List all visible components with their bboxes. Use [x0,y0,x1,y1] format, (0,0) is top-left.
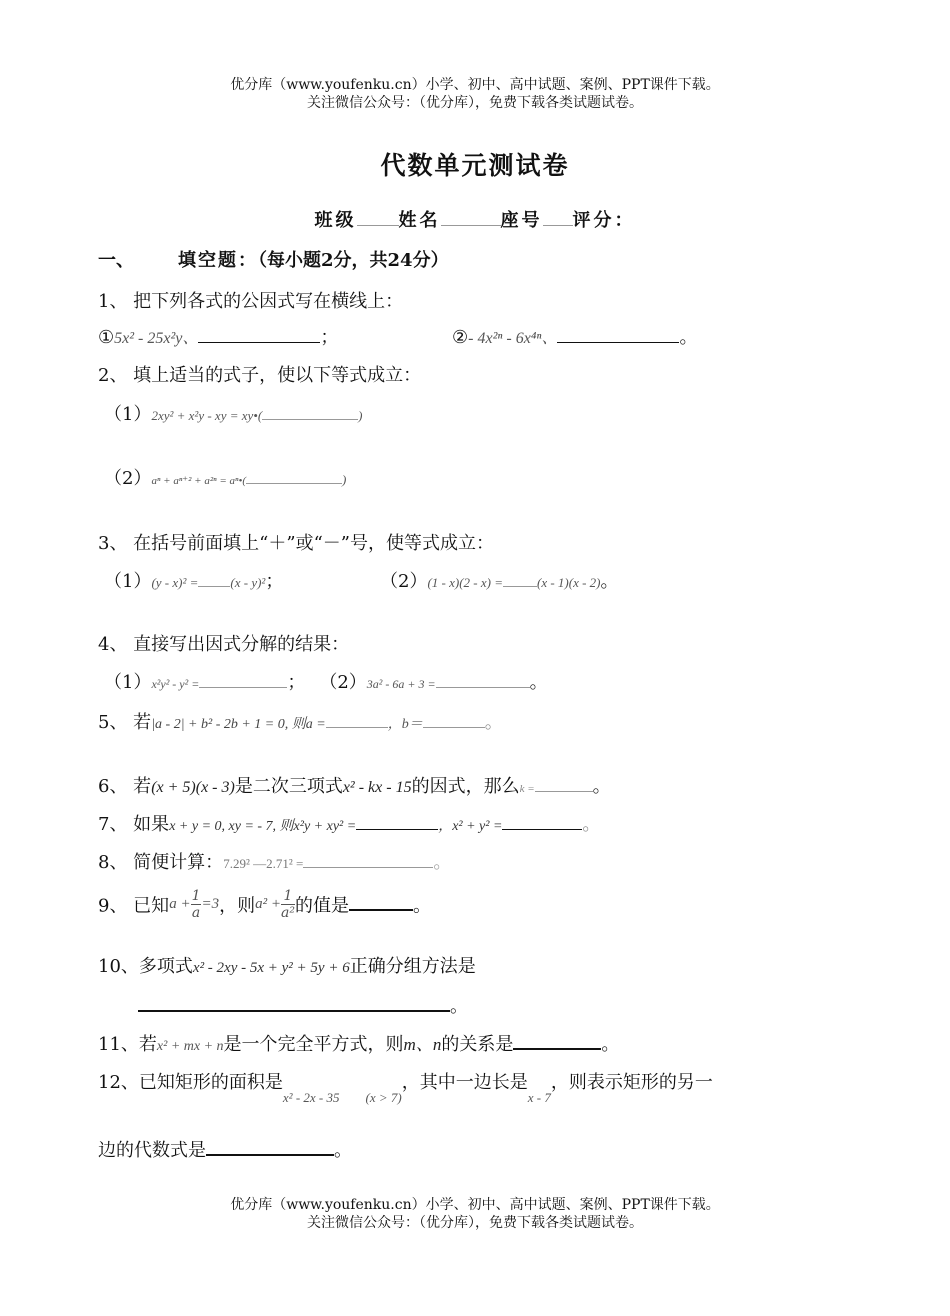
q9-frac2-den: a² [280,905,295,921]
q3-p1-blank[interactable] [198,586,230,587]
question-1-part-b [452,323,697,349]
q3-p2-end: 。 [600,571,619,592]
q9-frac2-num: 1 [281,888,295,905]
q4-p2-label: （2） [319,672,367,693]
q8-blank[interactable] [303,867,433,868]
q12-expr1: x² - 2x - 35 [282,1090,340,1105]
q12-expr2: x - 7 [527,1090,551,1105]
header-line-2: 关注微信公众号：（优分库），免费下载各类试题试卷。 [307,95,643,111]
q3-p1-label: （1） [104,571,152,592]
student-info-line [0,206,950,232]
q1-a-blank[interactable] [198,341,320,343]
q4-p2-blank[interactable] [436,687,530,688]
q9-expr1: a + [169,896,191,912]
q6-expr2: x² - kx - 15 [342,779,412,796]
q3-p2-blank[interactable] [503,586,537,587]
q10-prefix: 10、多项式 [98,956,193,977]
q6-mid2: 的因式，那么 [411,776,520,797]
question-2-text: 2、 填上适当的式子，使以下等式成立： [98,365,422,386]
q10-suffix: 正确分组方法是 [349,956,476,977]
q11-prefix: 11、若 [98,1034,157,1055]
question-9 [98,888,431,921]
q1-b-label: ② [452,327,469,348]
header-line-1: 优分库（www.youfenku.cn）小学、初中、高中试题、案例、PPT课件下载。 [230,77,720,93]
q12-line2: 边的代数式是 [98,1140,206,1161]
q2-p1-expr: 2xy² + x²y - xy = xy•( [151,408,263,423]
q7-a-blank[interactable] [356,828,438,830]
footer-line-1: 优分库（www.youfenku.cn）小学、初中、高中试题、案例、PPT课件下载。 [230,1197,720,1213]
question-10-answer-line [138,992,468,1018]
q1-a-label: ① [98,327,115,348]
seat-blank[interactable] [543,225,573,226]
q4-p1-end: ； [287,672,306,693]
q7-mid: ，x² + y² = [438,819,503,834]
q11-suffix: 的关系是 [441,1034,514,1055]
question-1-text: 1、 把下列各式的公因式写在横线上： [98,291,404,312]
q4-p1-blank[interactable] [199,687,287,688]
question-3-text: 3、 在括号前面填上“＋”或“－”号，使等式成立： [98,533,494,554]
question-3-part-1 [104,567,283,593]
question-12-line-2 [98,1136,352,1162]
q9-blank[interactable] [349,899,413,911]
q4-p1-expr: x²y² - y² = [151,677,200,691]
q9-expr2: a² + [255,896,281,912]
q9-mid2: 的值是 [294,895,349,917]
q3-p1-end: ； [265,571,284,592]
question-6 [98,772,611,798]
q9-mid: ，则 [219,895,256,917]
question-4-parts [104,668,548,694]
page-title: 代数单元测试卷 [380,151,570,180]
footer-line-2: 关注微信公众号：（优分库），免费下载各类试题试卷。 [307,1215,643,1231]
q1-b-end: 。 [679,327,698,348]
q4-p2-expr: 3a² - 6a + 3 = [366,677,436,691]
q2-p1-label: （1） [104,404,152,425]
q1-a-expr: 5x² - 25x²y、 [114,330,199,347]
q9-end: 。 [412,895,431,917]
q5-expr: |a - 2| + b² - 2b + 1 = 0, 则a = [151,717,326,732]
section-name: 填空题： [178,250,258,271]
q3-p1-left: (y - x)² = [151,575,199,590]
q12-end: 。 [334,1140,352,1161]
q2-p2-label: （2） [104,468,152,489]
q12-prefix: 12、已知矩形的面积是 [98,1072,283,1093]
q5-a-blank[interactable] [326,727,388,728]
q2-p1-blank[interactable] [262,419,358,420]
q2-p2-expr: aⁿ + aⁿ⁺² + a²ⁿ = aⁿ•( [151,475,246,487]
question-10 [98,952,476,978]
section-header [98,246,449,272]
class-blank[interactable] [357,225,399,226]
q7-b-blank[interactable] [502,828,582,830]
q6-expr3: k = [519,783,535,795]
name-label: 姓名 [398,210,441,231]
q1-b-blank[interactable] [557,341,679,343]
q9-frac1 [191,888,202,921]
name-blank[interactable] [441,225,501,226]
q7-end: 。 [582,814,601,835]
q5-prefix: 5、 若 [98,712,152,733]
q6-blank[interactable] [535,791,593,792]
q6-end: 。 [592,776,611,797]
question-5 [98,708,503,734]
q1-b-expr: - 4x²ⁿ - 6x⁴ⁿ、 [468,330,558,347]
q7-prefix: 7、 如果 [98,814,170,835]
q6-prefix: 6、 若 [98,776,152,797]
question-11 [98,1030,619,1056]
class-label: 班级 [314,210,357,231]
q2-p2-close: ) [342,472,347,487]
q8-end: 。 [433,852,452,873]
question-3-part-2 [380,567,619,593]
seat-label: 座号 [500,210,543,231]
q10-expr: x² - 2xy - 5x + y² + 5y + 6 [192,960,350,976]
q4-p1-label: （1） [104,672,152,693]
q5-mid: ，b＝ [387,717,423,732]
q3-p2-left: (1 - x)(2 - x) = [427,575,503,590]
q9-frac1-den: a [191,905,201,921]
q12-suffix: ，则表示矩形的另一 [550,1072,713,1093]
q9-expr1b: =3 [201,896,220,912]
q9-frac1-num: 1 [191,888,201,904]
q3-p1-right: (x - y)² [230,575,266,590]
question-1-part-a [98,323,338,349]
question-8 [98,848,451,874]
q10-end: 。 [450,996,468,1017]
q11-expr: x² + mx + n [156,1039,224,1054]
q12-mid: ，其中一边长是 [401,1072,528,1093]
q11-end: 。 [601,1034,620,1055]
section-note: （每小题2分，共24分） [258,250,449,271]
q3-p2-label: （2） [380,571,428,592]
question-2-part-1 [104,400,363,426]
question-7 [98,810,600,836]
q4-p2-end: 。 [529,672,548,693]
q8-expr: 7.29² —2.71² = [223,856,304,871]
q2-p2-blank[interactable] [246,483,342,484]
section-number: 一、 [98,250,134,271]
q3-p2-right: (x - 1)(x - 2) [537,575,601,590]
q6-expr1: (x + 5)(x - 3) [151,779,235,796]
q12-blank[interactable] [206,1140,334,1156]
q9-prefix: 9、 已知 [98,895,170,917]
q6-mid: 是二次三项式 [234,776,343,797]
question-4-text: 4、 直接写出因式分解的结果： [98,634,350,655]
q11-vars: m、n [403,1035,442,1054]
q5-b-blank[interactable] [423,727,485,728]
q1-a-end: ； [320,327,339,348]
q11-mid: 是一个完全平方式，则 [223,1034,404,1055]
q8-prefix: 8、 简便计算： [98,852,224,873]
q7-expr: x + y = 0, xy = - 7, 则x²y + xy² = [169,819,357,834]
q11-blank[interactable] [513,1034,601,1050]
q12-cond: (x > 7) [365,1090,402,1105]
question-2-part-2 [104,464,346,490]
question-12 [98,1068,713,1105]
q5-end: 。 [484,712,503,733]
score-label: 评分： [572,210,636,231]
q2-p1-close: ) [358,408,363,423]
q10-blank[interactable] [138,996,450,1012]
q9-frac2 [281,888,295,921]
